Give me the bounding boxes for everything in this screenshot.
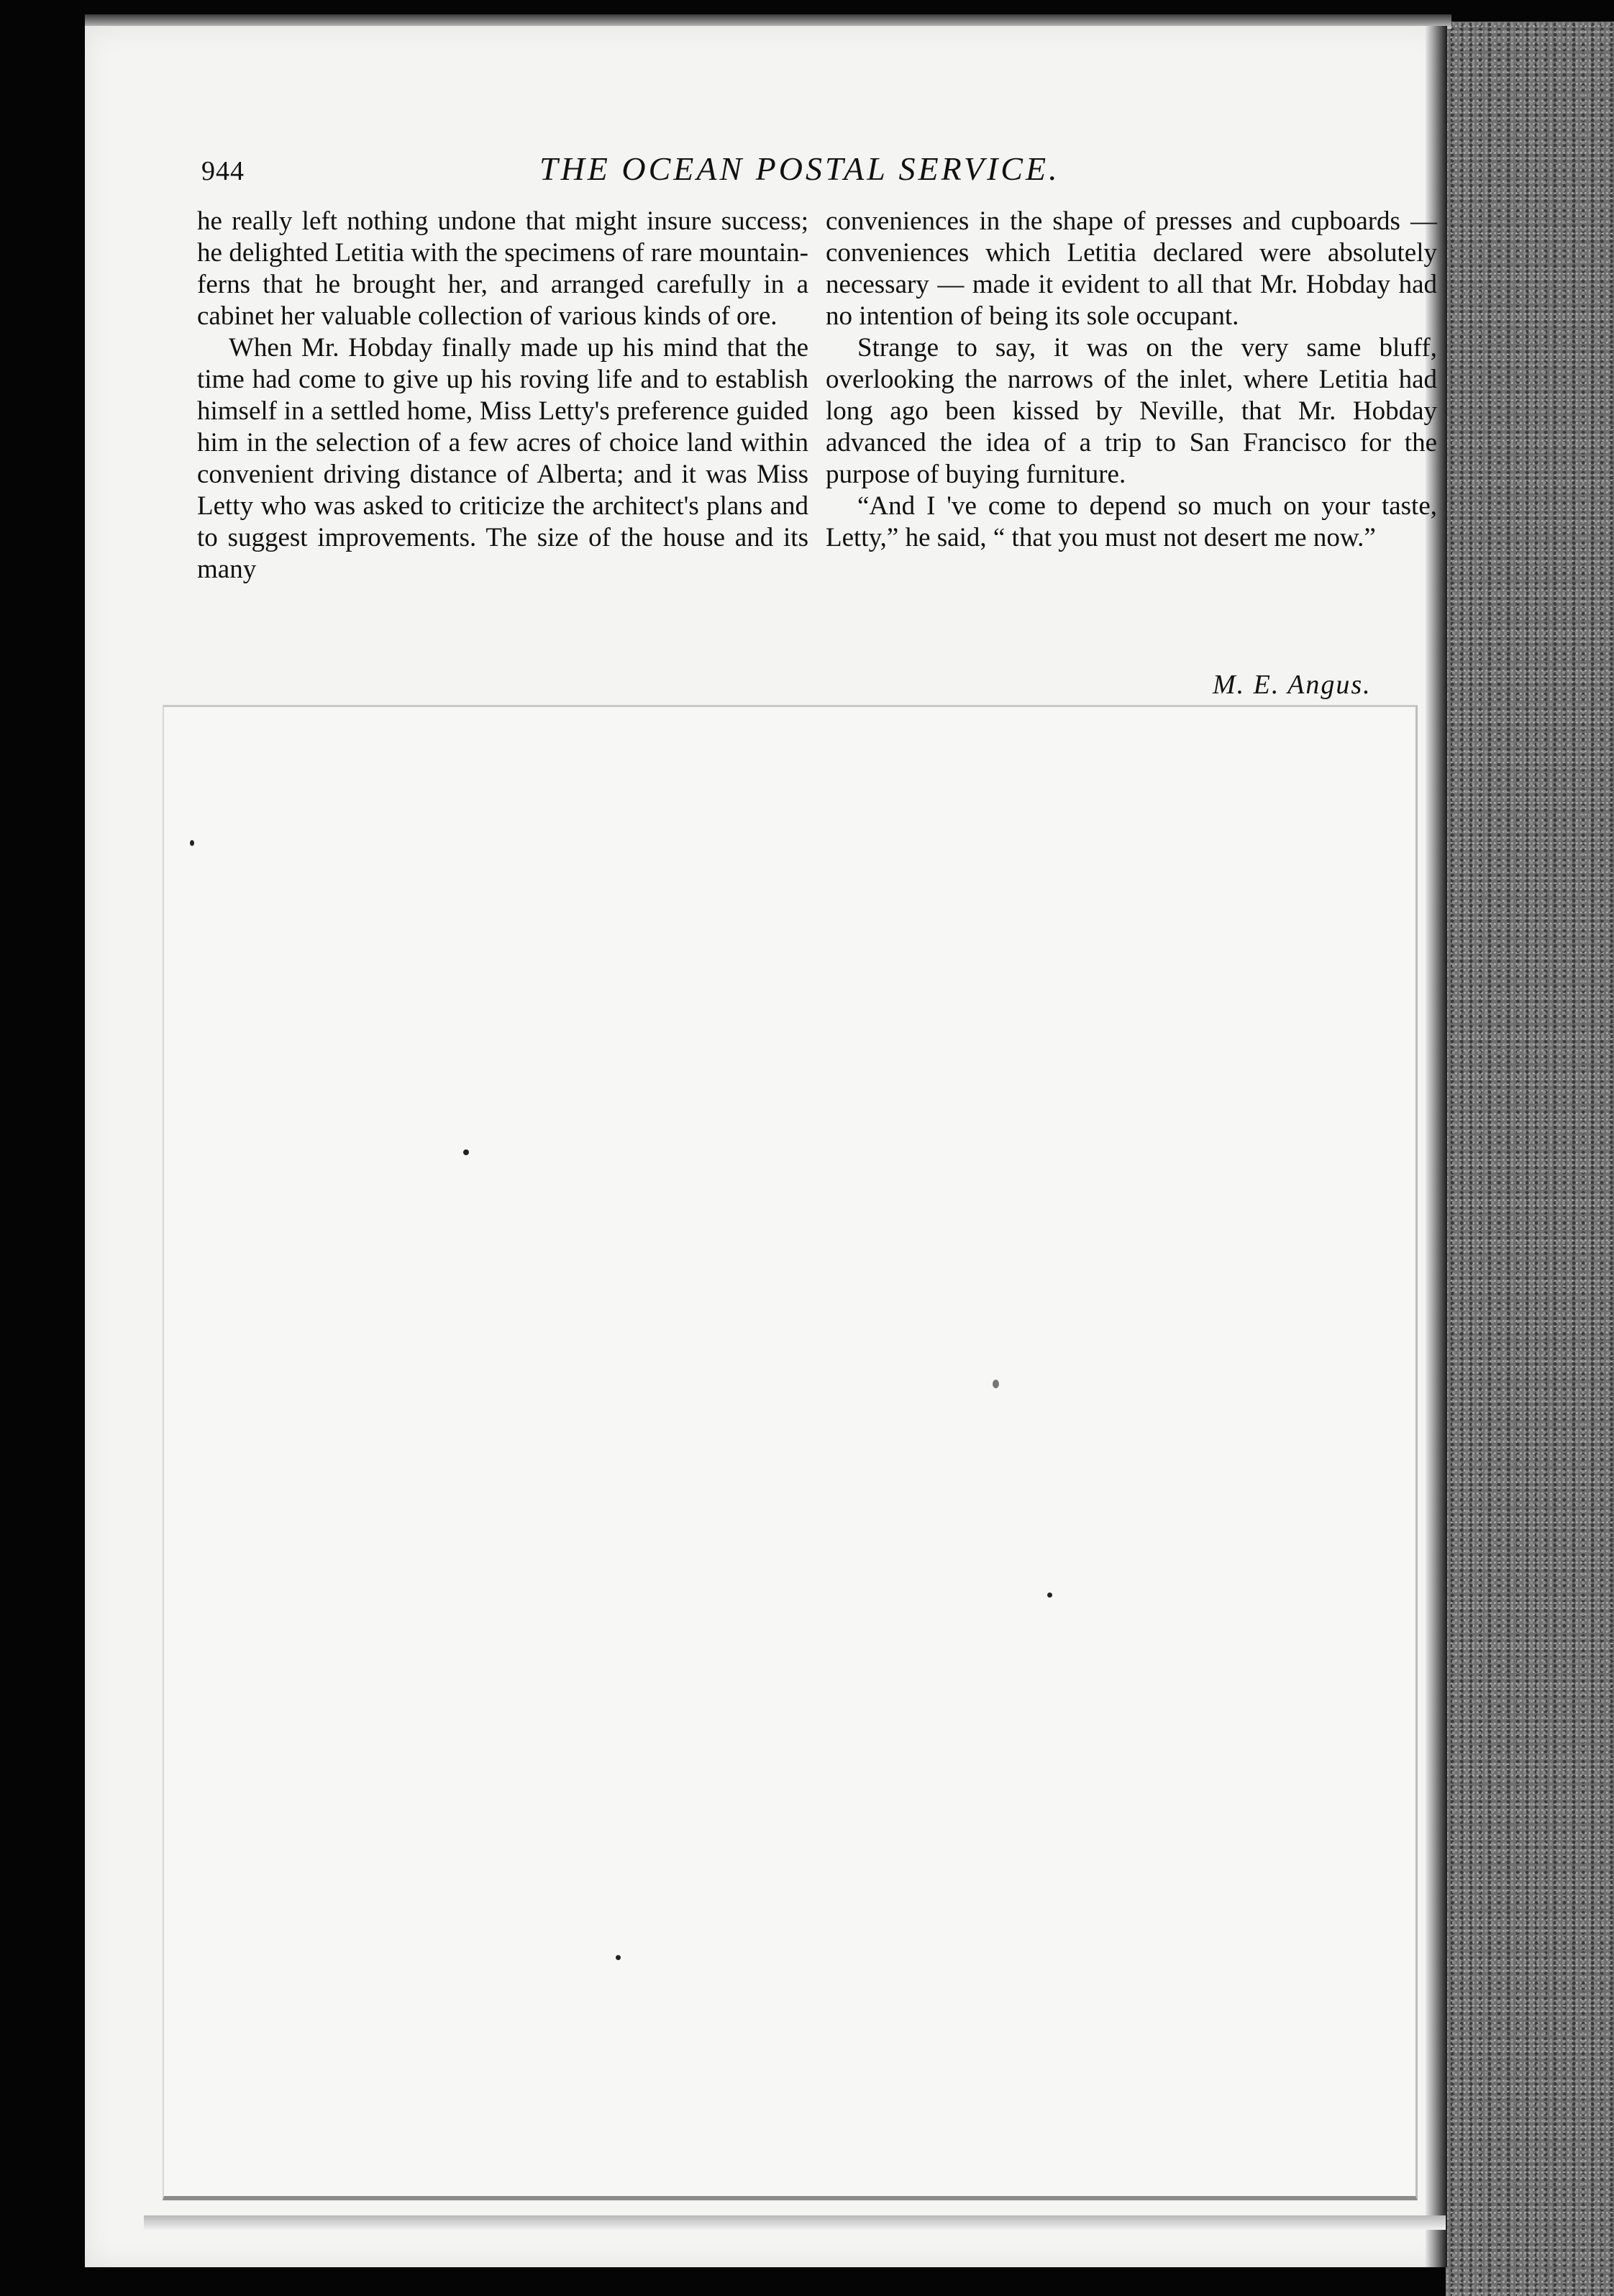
- dust-speck: [463, 1149, 469, 1155]
- book-binding-texture: [1446, 22, 1614, 2296]
- dust-speck: [616, 1955, 621, 1960]
- page-title: THE OCEAN POSTAL SERVICE.: [539, 150, 1060, 187]
- author-signature: M. E. Angus.: [1213, 670, 1372, 700]
- dust-speck: [190, 840, 194, 846]
- dust-speck: [1047, 1593, 1052, 1598]
- left-column: [197, 206, 808, 586]
- left-paragraph-1: he really left nothing undone that might insure success; he delighted Letitia with the specimens of rare mountain-ferns that he brought her, and arranged carefully in a cabinet her valuable collection of various kinds of ore.: [197, 206, 808, 331]
- right-column: [826, 206, 1437, 554]
- right-paragraph-3: “And I 've come to depend so much on your taste, Letty,” he said, “ that you must not desert me now.”: [826, 491, 1437, 552]
- blank-page-area: [163, 705, 1418, 2200]
- left-paragraph-2: When Mr. Hobday finally made up his mind that the time had come to give up his roving life and to establish himself in a settled home, Miss Letty's preference guided him in the selection of a few acres of choice land within convenient driving distance of Alberta; and it was Miss Letty who was asked to criticize the architect's plans and to suggest improvements. The size of the house and its many: [197, 333, 808, 584]
- page-bottom-edge: [144, 2215, 1446, 2230]
- page-number: 944: [201, 156, 245, 186]
- running-head: [201, 150, 1417, 200]
- dust-speck: [993, 1380, 999, 1388]
- right-paragraph-2: Strange to say, it was on the very same bluff, overlooking the narrows of the inlet, where Letitia had long ago been kissed by Neville, that Mr. Hobday advanced the idea of a trip to San Francisco for the purpose of buying furniture.: [826, 333, 1437, 489]
- right-paragraph-1: conveniences in the shape of presses and cupboards — conveniences which Letitia declared were absolutely necessary — made it evident to all that Mr. Hobday had no intention of being its sole occupant.: [826, 206, 1437, 331]
